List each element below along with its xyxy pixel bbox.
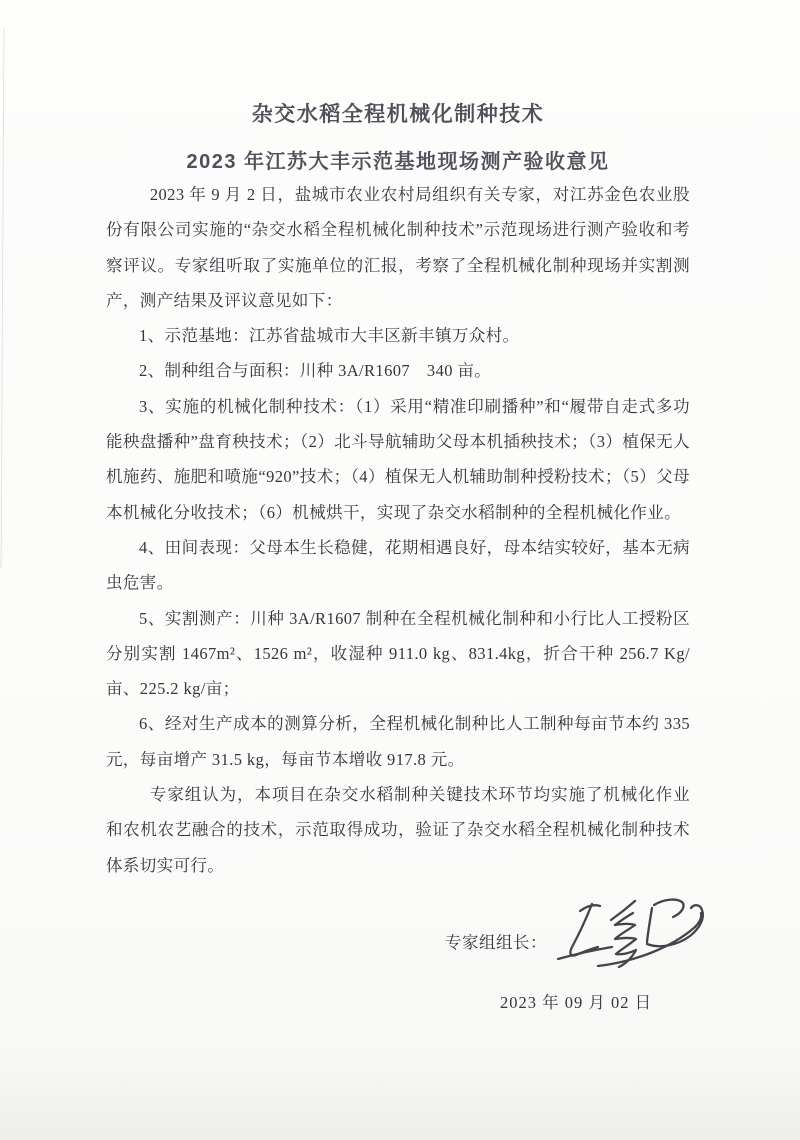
signature-handwriting [540, 889, 715, 974]
doc-title-line1: 杂交水稻全程机械化制种技术 [251, 103, 545, 126]
scan-edge-line [1, 28, 5, 568]
item-6: 6、经对生产成本的测算分析，全程机械化制种比人工制种每亩节本约 335 元，每亩增产 31.5 kg，每亩节本增收 917.8 元。 [106, 714, 690, 769]
item-3: 3、实施的机械化制种技术：（1）采用“精准印刷播种”和“履带自走式多功能秧盘播种”盘育秧技术；（2）北斗导航辅助父母本机插秧技术；（3）植保无人机施药、施肥和喷施“920”技术；（4）植保无人机辅助制种授粉技术；（5）父母本机械化分收技术；（6）机械烘干，实现了杂交水稻制种的全程机械化作业。 [106, 396, 690, 522]
item-1: 1、示范基地：江苏省盐城市大丰区新丰镇万众村。 [139, 326, 520, 346]
doc-title-line2: 2023 年江苏大丰示范基地现场测产验收意见 [186, 151, 610, 173]
item-4: 4、田间表现：父母本生长稳健，花期相遇良好，母本结实较好，基本无病虫危害。 [106, 537, 690, 593]
conclusion-paragraph: 专家组认为，本项目在杂交水稻制种关键技术环节均实施了机械化作业和农机农艺融合的技术，示范取得成功，验证了杂交水稻全程机械化制种技术体系切实可行。 [106, 785, 690, 875]
document-content [106, 100, 690, 883]
scan-shadow [0, 1060, 800, 1140]
intro-paragraph: 2023 年 9 月 2 日，盐城市农业农村局组织有关专家，对江苏金色农业股份有限公司实施的“杂交水稻全程机械化制种技术”示范现场进行测产验收和考察评议。专家组听取了实施单位的汇报，考察了全程机械化制种现场并实割测产，测产结果及评议意见如下： [106, 185, 690, 310]
signature-strokes [558, 900, 703, 967]
item-2: 2、制种组合与面积：川种 3A/R1607 340 亩。 [139, 361, 492, 381]
item-5: 5、实割测产：川种 3A/R1607 制种在全程机械化制种和小行比人工授粉区分别实割 1467m²、1526 m²，收湿种 911.0 kg、831.4kg，折合干种 256.7 Kg/亩、225.2 kg/亩； [106, 608, 690, 699]
signature-label: 专家组组长： [445, 933, 547, 952]
doc-date: 2023 年 09 月 02 日 [500, 993, 653, 1012]
